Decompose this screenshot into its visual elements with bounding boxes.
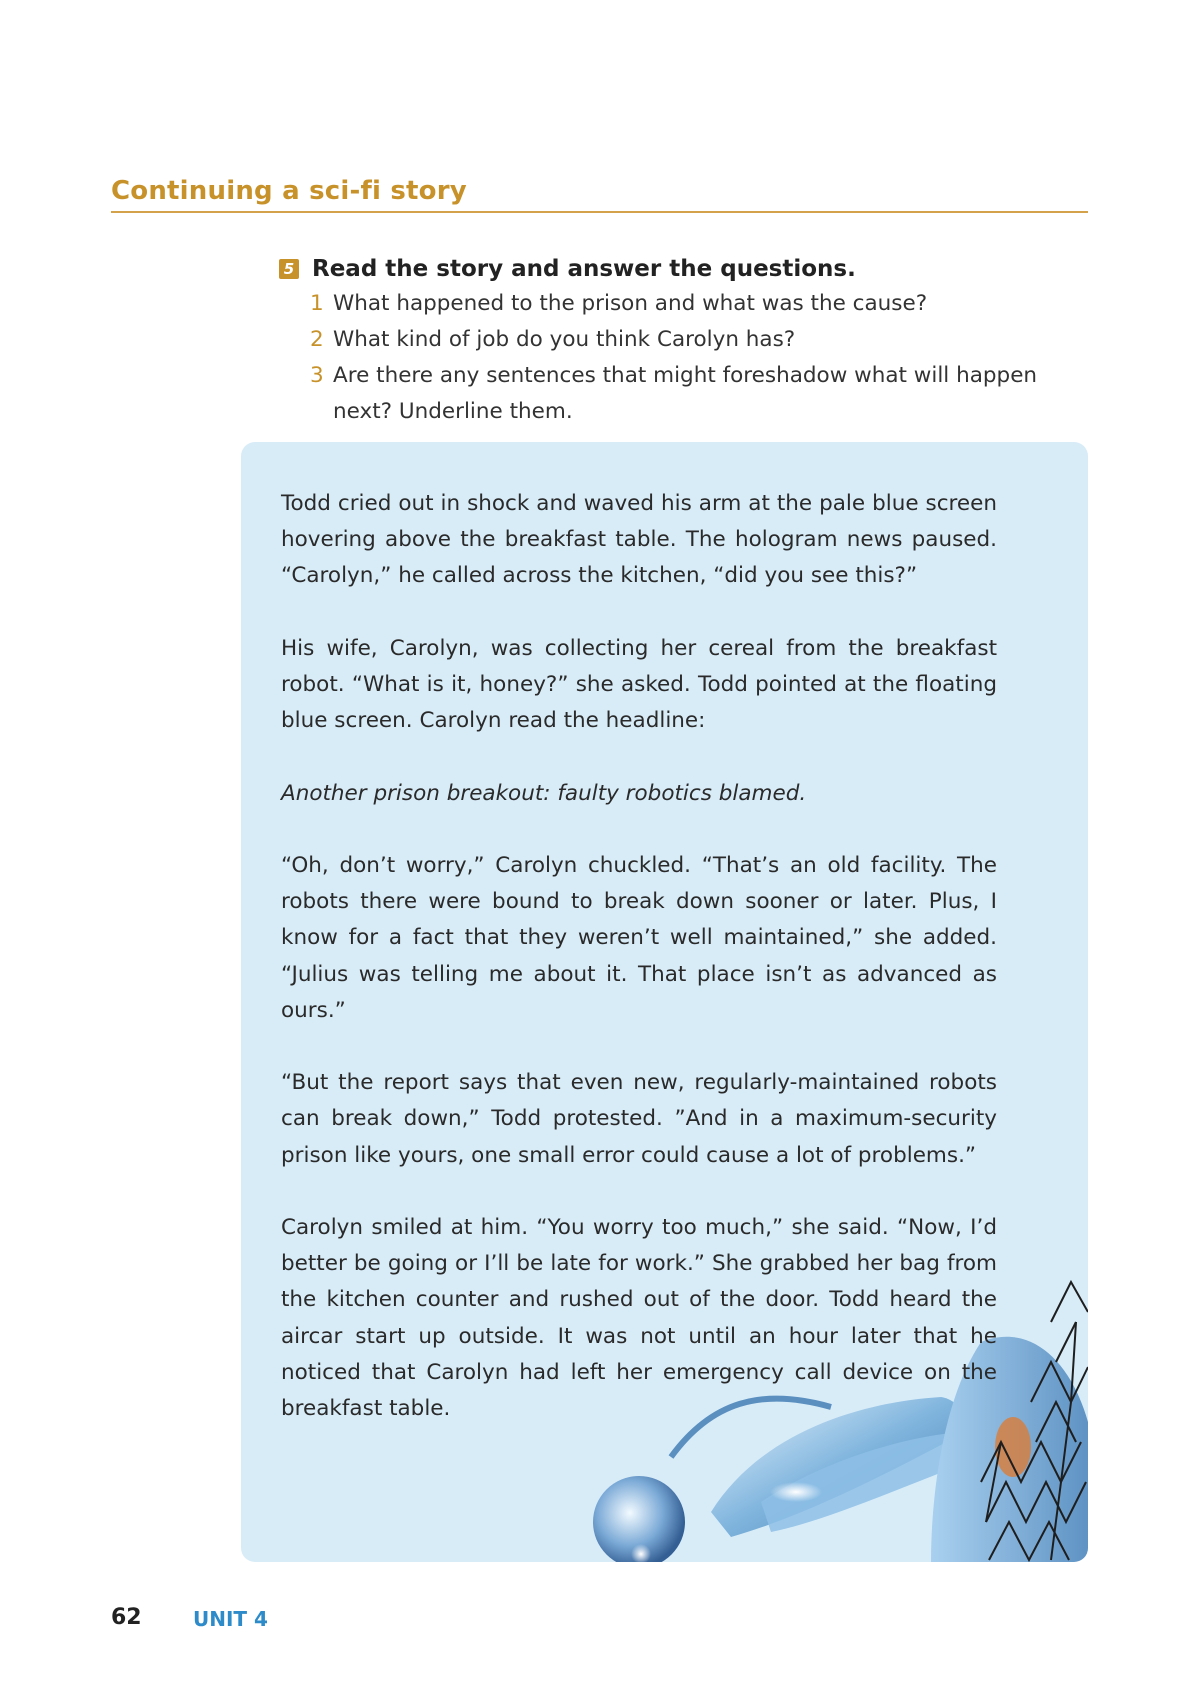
question-text: What kind of job do you think Carolyn has? — [333, 327, 796, 352]
question-item — [279, 286, 1089, 322]
exercise-header — [279, 252, 1089, 286]
story-headline: Another prison breakout: faulty robotics blamed. — [281, 780, 807, 806]
question-text: Are there any sentences that might foreshadow what will happen next? Underline them. — [333, 363, 1038, 424]
question-text: What happened to the prison and what was the cause? — [333, 291, 928, 316]
exercise-5 — [279, 252, 1089, 430]
unit-label: UNIT 4 — [193, 1607, 268, 1631]
story-text — [281, 486, 997, 1463]
story-panel — [241, 442, 1088, 1562]
question-item — [279, 322, 1089, 358]
story-paragraph: “But the report says that even new, regularly-maintained robots can break down,” Todd protested. ”And in a maximum-security prison like yours, one small error could cause a lot of problems.” — [281, 1070, 997, 1168]
story-paragraph: Carolyn smiled at him. “You worry too much,” she said. “Now, I’d better be going or I’ll be late for work.” She grabbed her bag from the kitchen counter and rushed out of the door. Todd heard the aircar start up outside. It was not until an hour later that he noticed that Carolyn had left her emergency call device on the breakfast table. — [281, 1214, 997, 1421]
question-number: 3 — [310, 363, 324, 388]
question-number: 1 — [310, 291, 324, 316]
question-list — [279, 286, 1089, 430]
story-paragraph: “Oh, don’t worry,” Carolyn chuckled. “That’s an old facility. The robots there were bound to break down sooner or later. Plus, I know for a fact that they weren’t well maintained,” she added. “Julius was telling me about it. That place isn’t as advanced as ours.” — [281, 852, 997, 1023]
page-number: 62 — [111, 1605, 142, 1630]
story-paragraph: His wife, Carolyn, was collecting her cereal from the breakfast robot. “What is it, honey?” she asked. Todd pointed at the floating blue screen. Carolyn read the headline: — [281, 635, 997, 734]
section-title: Continuing a sci-fi story — [111, 176, 467, 206]
section-divider — [111, 211, 1088, 213]
exercise-number-badge: 5 — [279, 259, 299, 279]
question-number: 2 — [310, 327, 324, 352]
exercise-instruction: Read the story and answer the questions. — [312, 256, 856, 282]
story-paragraph: Todd cried out in shock and waved his arm at the pale blue screen hovering above the breakfast table. The hologram news paused. “Carolyn,” he called across the kitchen, “did you see this?” — [281, 491, 997, 589]
question-item — [279, 358, 1089, 430]
